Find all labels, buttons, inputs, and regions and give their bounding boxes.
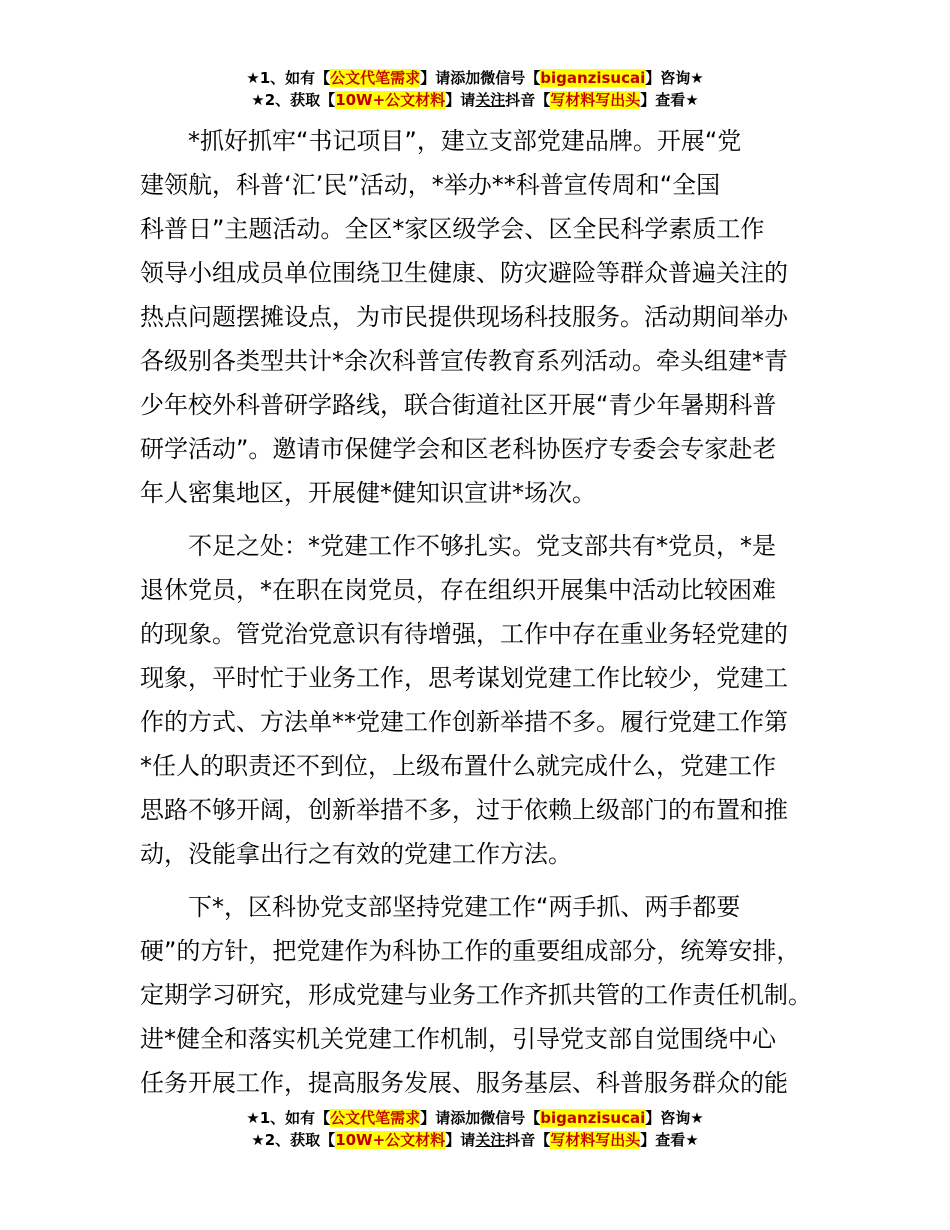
header-banner-line-1 — [0, 67, 950, 89]
banner-text: ★1、如有【 — [246, 1109, 331, 1127]
banner-highlight: 公文代笔需求 — [330, 1109, 421, 1127]
text-line: 领导小组成员单位围绕卫生健康、防灾避险等群众普遍关注的 — [140, 259, 788, 287]
footer-banner — [0, 1107, 950, 1151]
header-banner-line-2 — [0, 89, 950, 111]
footer-banner-line-2 — [0, 1129, 950, 1151]
paragraph-1 — [140, 119, 830, 515]
banner-text: 】查看★ — [640, 1131, 699, 1149]
text-line: 定期学习研究，形成党建与业务工作齐抓共管的工作责任机制。 — [140, 981, 812, 1009]
text-line: 任务开展工作，提高服务发展、服务基层、科普服务群众的能 — [140, 1069, 788, 1097]
footer-banner-line-1 — [0, 1107, 950, 1129]
paragraph-2 — [140, 524, 830, 876]
banner-highlight-wechat-id: biganzisucai — [540, 69, 646, 87]
text-line: *任人的职责还不到位，上级布置什么就完成什么，党建工作 — [140, 752, 776, 780]
text-line: 作的方式、方法单**党建工作创新举措不多。履行党建工作第 — [140, 708, 788, 736]
document-body — [140, 119, 830, 1105]
text-line: 进*健全和落实机关党建工作机制，引导党支部自觉围绕中心 — [140, 1025, 776, 1053]
banner-highlight-account: 写材料写出头 — [550, 1131, 641, 1149]
paragraph-spacer — [140, 515, 830, 524]
text-line: 各级别各类型共计*余次科普宣传教育系列活动。牵头组建*青 — [140, 347, 788, 375]
banner-text: 】请添加微信号【 — [420, 69, 541, 87]
banner-highlight-account: 写材料写出头 — [550, 91, 641, 109]
banner-highlight: 10W+公文材料 — [335, 1131, 446, 1149]
text-line: 的现象。管党治党意识有待增强，工作中存在重业务轻党建的 — [140, 620, 788, 648]
banner-text: 】咨询★ — [645, 1109, 704, 1127]
banner-text: ★2、获取【 — [251, 1131, 336, 1149]
banner-text: 】咨询★ — [645, 69, 704, 87]
text-line: 建领航，科普‘汇’民”活动，*举办**科普宣传周和“全国 — [140, 171, 721, 199]
banner-highlight: 10W+公文材料 — [335, 91, 446, 109]
banner-text: 】请 — [445, 1131, 476, 1149]
text-line: 不足之处：*党建工作不够扎实。党支部共有*党员，*是 — [140, 532, 776, 560]
text-line: 思路不够开阔，创新举措不多，过于依赖上级部门的布置和推 — [140, 796, 788, 824]
banner-text: 】请添加微信号【 — [420, 1109, 541, 1127]
text-line: 现象，平时忙于业务工作，思考谋划党建工作比较少，党建工 — [140, 664, 788, 692]
paragraph-spacer — [140, 876, 830, 885]
text-line: 动，没能拿出行之有效的党建工作方法。 — [140, 840, 572, 868]
text-line: 研学活动”。邀请市保健学会和区老科协医疗专委会专家赴老 — [140, 435, 777, 463]
text-line: 硬”的方针，把党建作为科协工作的重要组成部分，统筹安排， — [140, 937, 801, 965]
banner-text: 】请 — [445, 91, 476, 109]
banner-highlight-wechat-id: biganzisucai — [540, 1109, 646, 1127]
banner-highlight: 公文代笔需求 — [330, 69, 421, 87]
banner-underlined-text: 关注 — [475, 1131, 506, 1149]
text-line: 科普日”主题活动。全区*家区级学会、区全民科学素质工作 — [140, 215, 765, 243]
text-line: 热点问题摆摊设点，为市民提供现场科技服务。活动期间举办 — [140, 303, 788, 331]
banner-text: 抖音【 — [505, 1131, 551, 1149]
banner-text: 抖音【 — [505, 91, 551, 109]
banner-text: ★2、获取【 — [251, 91, 336, 109]
header-banner — [0, 67, 950, 111]
text-line: 年人密集地区，开展健*健知识宣讲*场次。 — [140, 479, 596, 507]
text-line: *抓好抓牢“书记项目”，建立支部党建品牌。开展“党 — [140, 127, 742, 155]
banner-underlined-text: 关注 — [475, 91, 506, 109]
paragraph-3 — [140, 885, 830, 1105]
banner-text: 】查看★ — [640, 91, 699, 109]
text-line: 下*，区科协党支部坚持党建工作“两手抓、两手都要 — [140, 893, 741, 921]
text-line: 退休党员，*在职在岗党员，存在组织开展集中活动比较困难 — [140, 576, 776, 604]
text-line: 少年校外科普研学路线，联合街道社区开展“青少年暑期科普 — [140, 391, 777, 419]
banner-text: ★1、如有【 — [246, 69, 331, 87]
